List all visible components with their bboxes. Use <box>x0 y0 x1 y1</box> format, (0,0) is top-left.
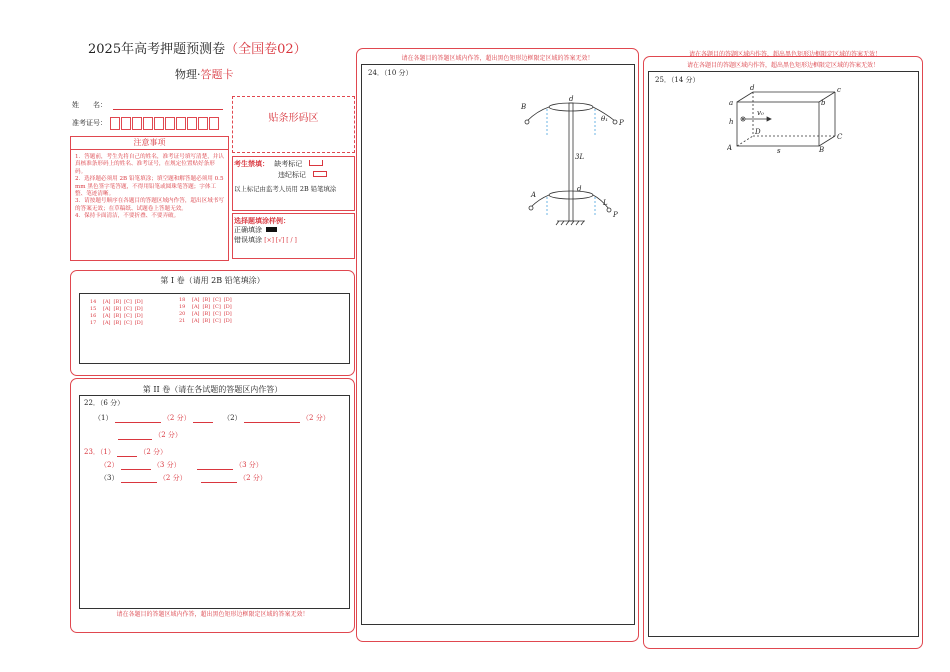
q22-1-row <box>94 414 330 423</box>
q22-header: 22．（6 分） <box>84 399 125 407</box>
fig25-label-D: D <box>755 128 761 136</box>
mcq-option-bubble[interactable]: [C] <box>213 297 221 303</box>
fig24-label-3L: 3L <box>575 153 585 161</box>
q22-2-score: （2 分） <box>302 414 330 422</box>
mcq-option-bubble[interactable]: [B] <box>202 297 211 303</box>
mcq-option-bubble[interactable]: [D] <box>223 297 232 303</box>
id-row <box>72 117 220 130</box>
q25-figure <box>727 84 857 154</box>
fig25-label-d: d <box>750 84 755 92</box>
mcq-row <box>179 311 232 318</box>
section-2-title: 第 II 卷（请在各试题的答题区内作答） <box>142 385 283 394</box>
fig24-label-d-top: d <box>569 95 574 103</box>
q23-3b-blank[interactable] <box>201 475 237 483</box>
mcq-question-number: 20 <box>179 311 186 317</box>
q23-3-label: （3） <box>100 474 119 482</box>
answer-area-22-23 <box>79 395 350 609</box>
mcq-question-number: 17 <box>90 320 97 326</box>
mcq-question-number: 21 <box>179 318 186 324</box>
barcode-label: 贴条形码区 <box>268 113 319 124</box>
q23-3a-score: （2 分） <box>158 474 187 482</box>
mcq-option-bubble[interactable]: [D] <box>134 320 143 326</box>
fill-example-label: 选择题填涂样例： <box>234 216 290 225</box>
mcq-option-bubble[interactable]: [A] <box>103 313 111 319</box>
mcq-row <box>90 313 143 320</box>
name-row <box>72 101 223 110</box>
q23-2a-blank[interactable] <box>121 462 151 470</box>
section-2-warning: 请在各题目的答题区域内作答，超出黑色矩形边框限定区域的答案无效！ <box>116 611 309 618</box>
absent-label: 缺考标记 <box>274 160 303 168</box>
q23-1-score: （2 分） <box>139 448 168 456</box>
note-item: 3．请按题号顺序在各题目的答题区域内作答，超出区域书写的答案无效；在草稿纸、试题卷上答题无效。 <box>75 198 224 212</box>
fig25-label-b: b <box>821 99 826 107</box>
barcode-area <box>232 96 355 153</box>
absent-checkbox[interactable] <box>309 160 323 166</box>
q22-2-label: （2） <box>223 414 242 422</box>
mcq-option-bubble[interactable]: [C] <box>213 311 221 317</box>
mcq-option-bubble[interactable]: [D] <box>134 299 143 305</box>
q22-3-score: （2 分） <box>154 431 182 439</box>
mcq-option-bubble[interactable]: [B] <box>113 299 122 305</box>
mcq-option-bubble[interactable]: [B] <box>113 320 122 326</box>
q22-3-row <box>118 431 182 440</box>
q24-header: 24．（10 分） <box>368 69 413 77</box>
fill-correct-label: 正确填涂 <box>234 226 262 234</box>
note-item: 4．保持卡面清洁，不要折叠、不要弄破。 <box>75 213 180 220</box>
q23-2-row <box>100 461 263 470</box>
q22-3-blank[interactable] <box>118 432 152 440</box>
mcq-row <box>179 304 232 311</box>
q24-panel <box>356 48 639 642</box>
mcq-option-bubble[interactable]: [C] <box>213 318 221 324</box>
fig25-label-A: A <box>727 144 733 152</box>
notes-list <box>71 150 228 221</box>
q23-3a-blank[interactable] <box>121 475 157 483</box>
mcq-row <box>179 297 232 304</box>
fig25-label-v0: v₀ <box>757 109 764 117</box>
fig24-label-d-bot: d <box>577 185 582 193</box>
q23-2a-score: （3 分） <box>152 461 181 469</box>
mcq-grid <box>79 293 350 364</box>
section-1-title: 第 I 卷（请用 2B 铅笔填涂） <box>160 276 265 285</box>
mcq-option-bubble[interactable]: [A] <box>192 304 200 310</box>
mcq-row <box>90 299 143 306</box>
subtitle-card: 答题卡 <box>200 68 234 81</box>
q25-header: 25．（14 分） <box>655 76 700 84</box>
mcq-option-bubble[interactable]: [D] <box>134 313 143 319</box>
q25-answer-area <box>648 71 919 637</box>
violation-label: 违纪标记 <box>278 171 306 179</box>
mcq-option-bubble[interactable]: [C] <box>124 306 132 312</box>
fig25-label-h: h <box>729 118 734 126</box>
q25-panel <box>643 56 923 649</box>
mcq-option-bubble[interactable]: [A] <box>103 306 111 312</box>
fig25-label-s: s <box>777 147 781 154</box>
q22-1-score: （2 分） <box>162 414 191 422</box>
mcq-option-bubble[interactable]: [D] <box>223 304 232 310</box>
mcq-option-bubble[interactable]: [A] <box>103 299 111 305</box>
mcq-row <box>179 318 232 325</box>
fig25-label-C: C <box>837 133 843 141</box>
mcq-option-bubble[interactable]: [D] <box>134 306 143 312</box>
fill-wrong-label: 错误填涂 <box>234 236 262 244</box>
fill-example-box <box>232 213 355 259</box>
q22-1-extra-blank[interactable] <box>193 415 213 423</box>
notes-title: 注意事项 <box>71 137 228 150</box>
mcq-option-bubble[interactable]: [A] <box>192 318 200 324</box>
mcq-option-bubble[interactable]: [A] <box>103 320 111 326</box>
section-2 <box>70 378 355 633</box>
fig25-label-a: a <box>729 99 734 107</box>
fig24-label-P-top: P <box>619 119 624 127</box>
q23-1-row <box>84 448 167 457</box>
mcq-option-bubble[interactable]: [C] <box>124 299 132 305</box>
mcq-option-bubble[interactable]: [B] <box>113 313 122 319</box>
q22-1-label: （1） <box>94 414 113 422</box>
mcq-option-bubble[interactable]: [B] <box>202 318 211 324</box>
fig24-label-A: A <box>531 191 537 199</box>
mcq-option-bubble[interactable]: [B] <box>113 306 122 312</box>
fig25-label-B: B <box>819 146 825 154</box>
mcq-option-bubble[interactable]: [A] <box>192 311 200 317</box>
mcq-question-number: 18 <box>179 297 186 303</box>
q24-warning: 请在各题目的答题区域内作答，超出黑色矩形边框限定区域的答案无效！ <box>401 55 594 62</box>
q23-1-blank[interactable] <box>117 449 137 457</box>
mcq-option-bubble[interactable]: [B] <box>202 304 211 310</box>
fig25-label-c: c <box>837 86 841 94</box>
subtitle-subject: 物理· <box>175 68 201 81</box>
mcq-option-bubble[interactable]: [C] <box>213 304 221 310</box>
violation-checkbox[interactable] <box>313 171 327 177</box>
q23-header: 23．（1） <box>84 448 115 456</box>
mcq-question-number: 19 <box>179 304 186 310</box>
fill-wrong-marks: [×] [√] [ / ] <box>264 237 297 244</box>
q23-2-label: （2） <box>100 461 119 469</box>
id-label: 准考证号： <box>72 119 107 127</box>
mcq-row <box>90 306 143 313</box>
title-paren: （全国卷02） <box>225 42 307 57</box>
q24-figure <box>517 95 637 230</box>
name-label: 姓 名： <box>72 101 107 109</box>
notes-box <box>70 136 229 261</box>
name-field[interactable] <box>113 102 223 110</box>
section-1 <box>70 270 355 376</box>
q22-1-blank[interactable] <box>115 415 161 423</box>
q24-answer-area <box>361 64 635 625</box>
fig24-label-L: L <box>603 199 608 207</box>
fig24-label-P-bot: P <box>613 211 618 219</box>
mcq-option-bubble[interactable]: [C] <box>124 320 132 326</box>
fill-correct-mark <box>266 227 277 232</box>
mcq-left-column <box>90 299 143 327</box>
title-main: 2025年高考押题预测卷 <box>88 42 226 57</box>
q23-2b-score: （3 分） <box>235 461 263 469</box>
candidate-mark-label: 考生禁填： <box>234 159 269 168</box>
mcq-question-number: 14 <box>90 299 97 305</box>
page-subtitle <box>175 68 234 81</box>
mcq-option-bubble[interactable]: [B] <box>202 311 211 317</box>
mcq-option-bubble[interactable]: [A] <box>192 297 200 303</box>
mcq-row <box>90 320 143 327</box>
q25-top-warning: 请在各题目的答题区域内作答，超出黑色矩形边框限定区域的答案无效！ <box>688 51 881 58</box>
q23-3-row <box>100 474 267 483</box>
mcq-right-column <box>179 297 232 325</box>
page-title <box>88 42 338 58</box>
candidate-mark-note: 以上标记由监考人员用 2B 铅笔填涂 <box>234 185 337 193</box>
mcq-question-number: 16 <box>90 313 97 319</box>
q22-2-blank[interactable] <box>244 415 300 423</box>
id-cells[interactable] <box>110 117 220 130</box>
mcq-option-bubble[interactable]: [D] <box>223 311 232 317</box>
mcq-option-bubble[interactable]: [C] <box>124 313 132 319</box>
candidate-mark-box <box>232 156 355 211</box>
q23-3b-score: （2 分） <box>239 474 267 482</box>
note-item: 1．答题前，考生先将自己的姓名，准考证号填写清楚，并认真核准条形码上的姓名、准考证号，在规定位置贴好条形码。 <box>75 154 224 175</box>
q23-2b-blank[interactable] <box>197 462 233 470</box>
q25-warning: 请在各题目的答题区域内作答，超出黑色矩形边框限定区域的答案无效！ <box>686 62 879 69</box>
note-item: 2．选择题必须用 2B 铅笔填涂；填空题和解答题必须用 0.5 mm 黑色签字笔答题，不得用铅笔或圆珠笔答题；字体工整、笔迹清晰。 <box>75 176 224 198</box>
mcq-option-bubble[interactable]: [D] <box>223 318 232 324</box>
fig24-label-B: B <box>521 103 527 111</box>
fig24-label-theta1: θ₁ <box>601 115 609 123</box>
mcq-question-number: 15 <box>90 306 97 312</box>
